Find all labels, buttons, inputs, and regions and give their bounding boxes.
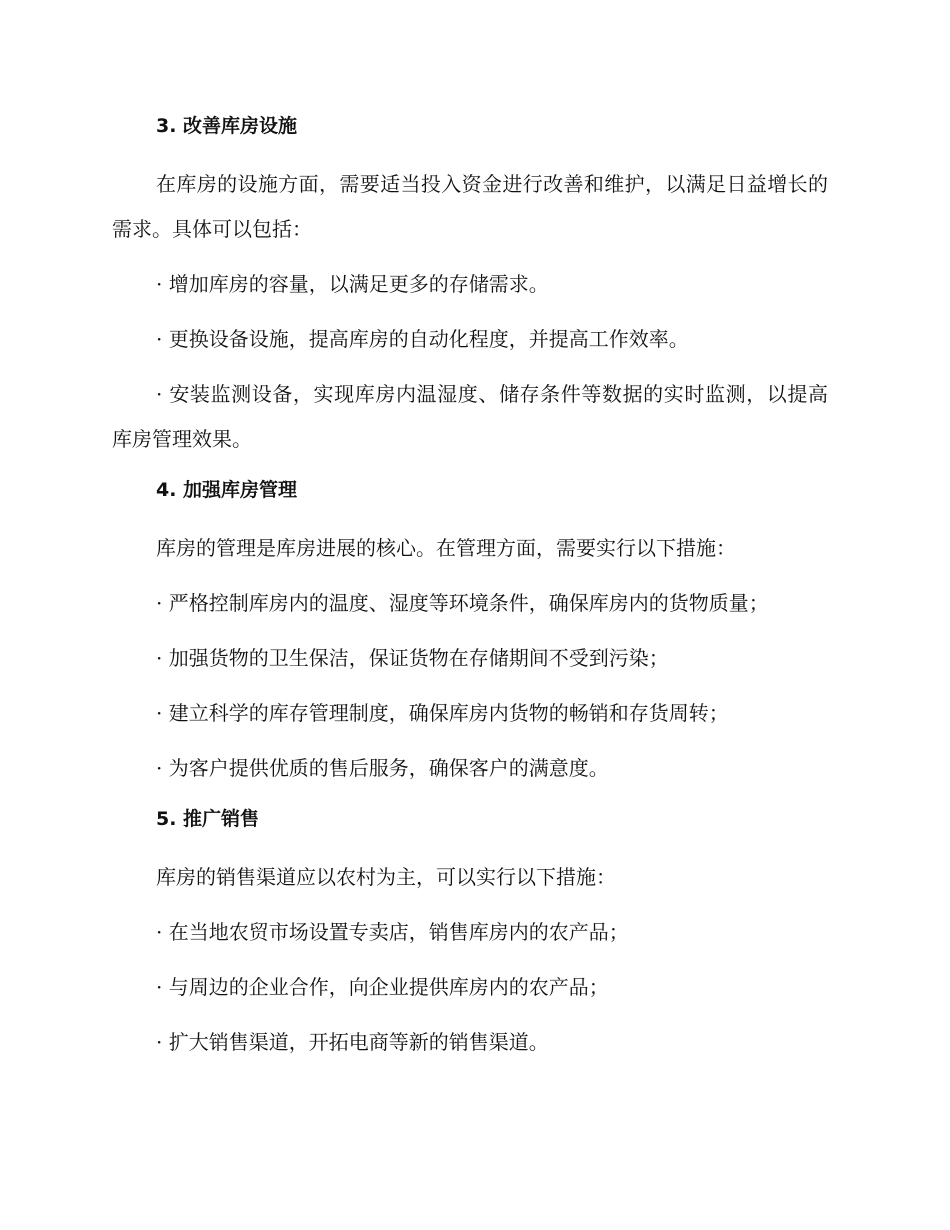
bullet-item: · 更换设备设施，提高库房的自动化程度，并提高工作效率。 <box>156 327 689 351</box>
section-heading: 4. 加强库房管理 <box>156 479 298 501</box>
section-intro: 库房的销售渠道应以农村为主，可以实行以下措施： <box>156 865 616 889</box>
section-promote-sales <box>112 801 828 1065</box>
bullet-item: · 严格控制库房内的温度、湿度等环境条件，确保库房内的货物质量； <box>156 591 769 615</box>
bullet-item: · 在当地农贸市场设置专卖店，销售库房内的农产品； <box>156 920 629 944</box>
bullet-item: · 扩大销售渠道，开拓电商等新的销售渠道。 <box>156 1030 549 1054</box>
bullet-item: · 为客户提供优质的售后服务，确保客户的满意度。 <box>156 756 609 780</box>
document-body <box>112 108 828 1075</box>
section-heading: 3. 改善库房设施 <box>156 115 298 137</box>
bullet-item: · 与周边的企业合作，向企业提供库房内的农产品； <box>156 975 609 999</box>
section-intro: 在库房的设施方面，需要适当投入资金进行改善和维护，以满足日益增长的需求。具体可以包括： <box>112 172 828 241</box>
section-heading: 5. 推广销售 <box>156 808 260 830</box>
bullet-item: · 加强货物的卫生保洁，保证货物在存储期间不受到污染； <box>156 646 669 670</box>
section-improve-facilities <box>112 108 828 462</box>
bullet-item: · 安装监测设备，实现库房内温湿度、储存条件等数据的实时监测，以提高库房管理效果。 <box>112 382 828 451</box>
section-intro: 库房的管理是库房进展的核心。在管理方面，需要实行以下措施： <box>156 536 736 560</box>
section-strengthen-management <box>112 472 828 791</box>
bullet-item: · 建立科学的库存管理制度，确保库房内货物的畅销和存货周转； <box>156 701 729 725</box>
bullet-item: · 增加库房的容量，以满足更多的存储需求。 <box>156 272 549 296</box>
